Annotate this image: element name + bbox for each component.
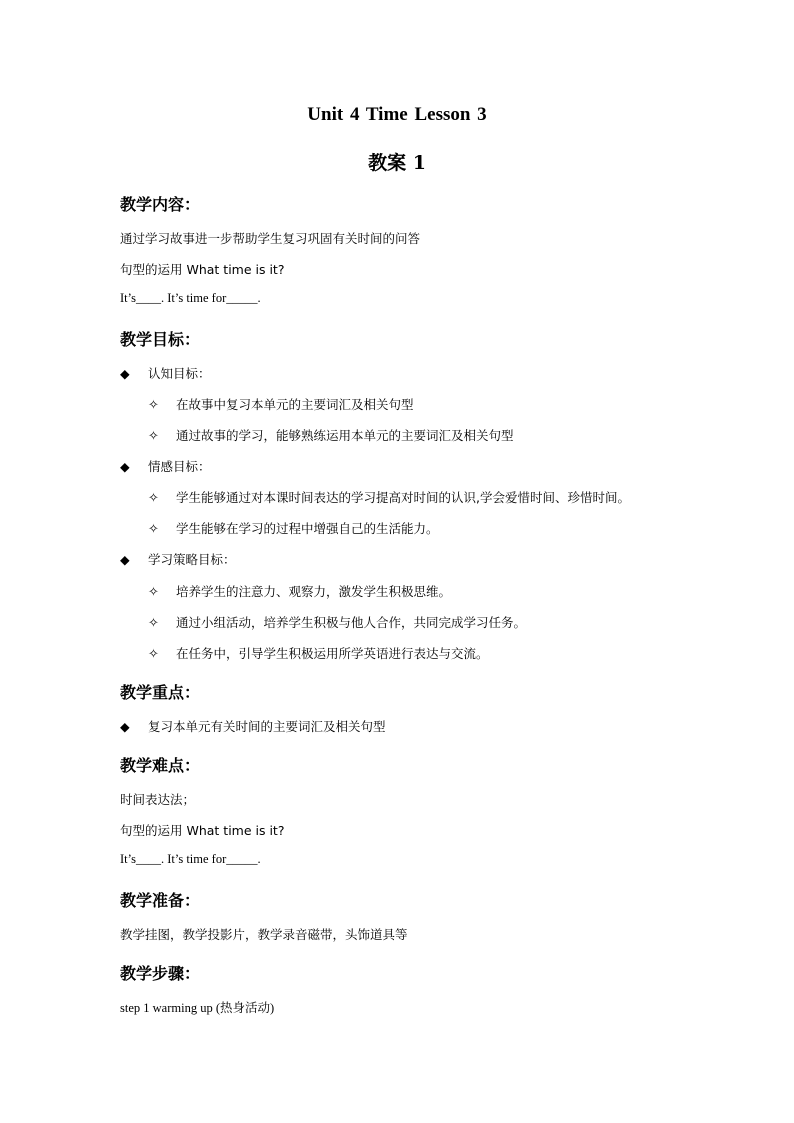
sparkle-bullet-icon: ✧ (148, 585, 159, 600)
section-heading-objectives: 教学目标： (120, 330, 201, 349)
diamond-bullet-icon: ◆ (120, 719, 130, 734)
objective-group-label: 情感目标： (148, 459, 211, 474)
step-line: step 1 warming up (热身活动) (120, 1001, 275, 1015)
section-heading-steps: 教学步骤： (120, 964, 201, 983)
diamond-bullet-icon: ◆ (120, 459, 130, 474)
section-heading-key-points: 教学重点： (120, 683, 201, 702)
document-title: Unit 4 Time Lesson 3 (307, 104, 487, 125)
key-point-item (120, 717, 386, 735)
section-heading-content: 教学内容： (120, 195, 201, 214)
sparkle-bullet-icon: ✧ (148, 491, 159, 506)
section-heading-preparation: 教学准备： (120, 891, 201, 910)
preparation-line: 教学挂图，教学投影片，教学录音磁带，头饰道具等 (120, 927, 408, 942)
objective-item (148, 426, 514, 444)
objective-item (148, 644, 489, 662)
objective-item-text: 学生能够通过对本课时间表达的学习提高对时间的认识,学会爱惜时间、珍惜时间。 (176, 490, 630, 505)
key-point-text: 复习本单元有关时间的主要词汇及相关句型 (148, 719, 386, 734)
objective-item (148, 582, 451, 600)
objective-item (148, 519, 439, 537)
objective-item (148, 613, 526, 631)
objective-group-label: 认知目标： (148, 366, 211, 381)
diamond-bullet-icon: ◆ (120, 366, 130, 381)
content-line: It’s____. It’s time for_____. (120, 291, 261, 305)
diamond-bullet-icon: ◆ (120, 552, 130, 567)
objective-item-text: 培养学生的注意力、观察力，激发学生积极思维。 (176, 584, 452, 599)
objective-item-text: 在故事中复习本单元的主要词汇及相关句型 (176, 397, 414, 412)
objective-item-text: 学生能够在学习的过程中增强自己的生活能力。 (176, 521, 439, 536)
objective-group (120, 457, 211, 475)
objective-item-text: 通过故事的学习，能够熟练运用本单元的主要词汇及相关句型 (176, 428, 514, 443)
sparkle-bullet-icon: ✧ (148, 647, 159, 662)
sparkle-bullet-icon: ✧ (148, 616, 159, 631)
objective-item (148, 395, 414, 413)
sparkle-bullet-icon: ✧ (148, 522, 159, 537)
difficulty-line: 时间表达法； (120, 792, 196, 807)
objective-group-label: 学习策略目标： (148, 552, 236, 567)
objective-item (148, 488, 630, 506)
objective-item-text: 通过小组活动，培养学生积极与他人合作，共同完成学习任务。 (176, 615, 527, 630)
difficulty-line: 句型的运用 What time is it? (120, 823, 285, 838)
document-subtitle: 教案 1 (368, 152, 426, 174)
objective-group (120, 364, 211, 382)
objective-item-text: 在任务中，引导学生积极运用所学英语进行表达与交流。 (176, 646, 489, 661)
objective-group (120, 550, 236, 568)
section-heading-difficulties: 教学难点： (120, 756, 201, 775)
difficulty-line: It’s____. It’s time for_____. (120, 852, 261, 866)
content-line: 通过学习故事进一步帮助学生复习巩固有关时间的问答 (120, 231, 421, 246)
content-line: 句型的运用 What time is it? (120, 262, 285, 277)
sparkle-bullet-icon: ✧ (148, 398, 159, 413)
sparkle-bullet-icon: ✧ (148, 429, 159, 444)
